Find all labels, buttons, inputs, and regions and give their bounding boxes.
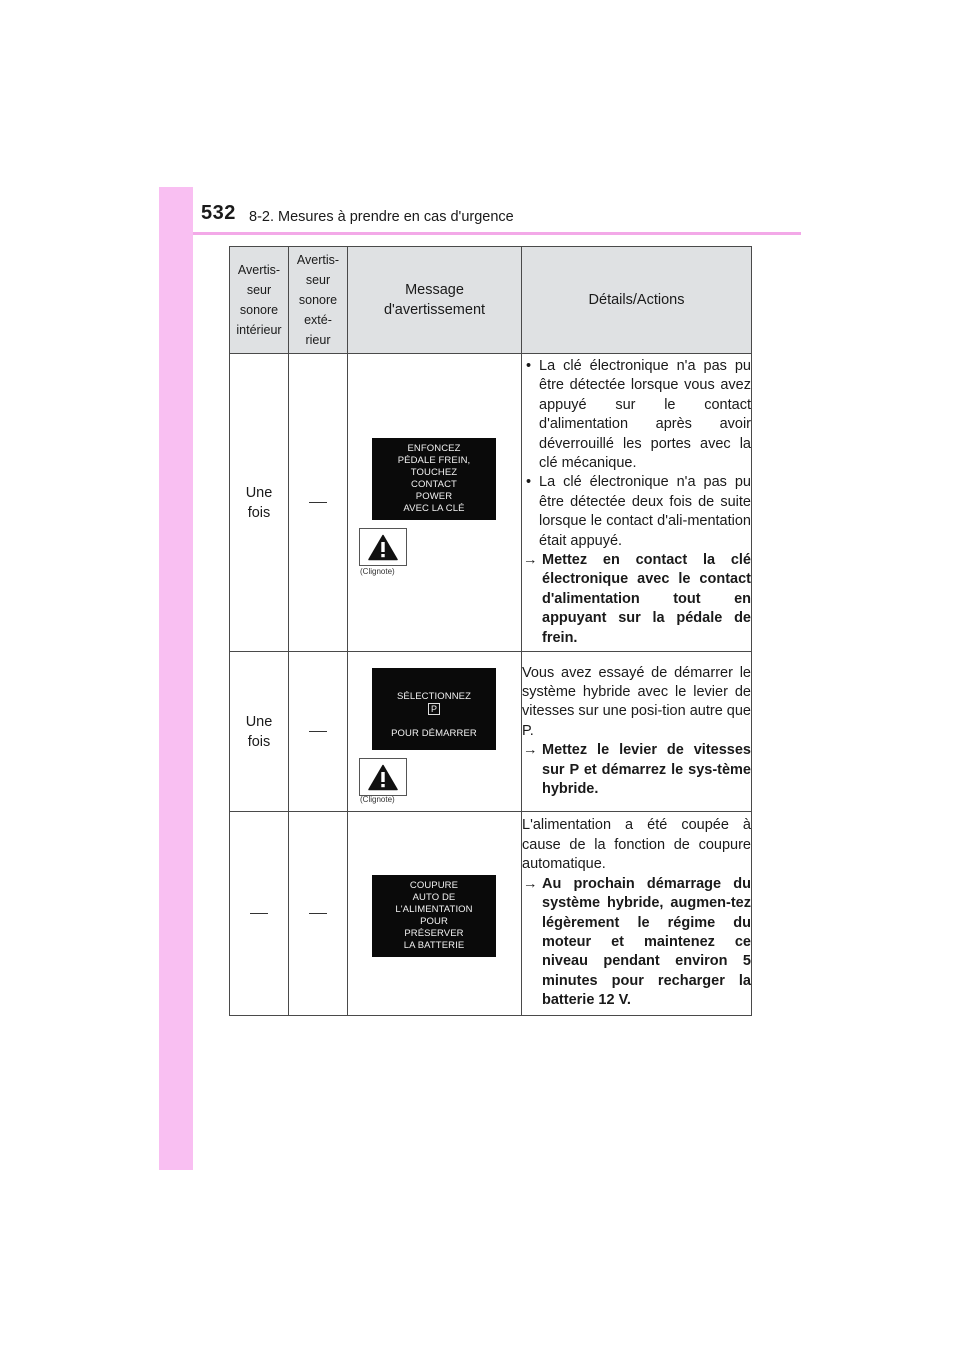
dash-mark <box>309 502 327 503</box>
warning-message-screen: ENFONCEZ PÉDALE FREIN, TOUCHEZ CONTACT POWER AVEC LA CLÉ <box>372 438 496 520</box>
interior-buzzer-cell: Une fois <box>230 652 289 812</box>
header-interior-buzzer: Avertis- seur sonore intérieur <box>230 247 289 354</box>
detail-bullet: • La clé électronique n'a pas pu être détectée deux fois de suite lorsque le contact d'ali-mentation était appuyé. <box>526 474 751 549</box>
exterior-buzzer-cell <box>289 812 348 1016</box>
details-cell <box>522 812 752 1016</box>
action-text: → Au prochain démarrage du système hybride, augmen-tez légèrement le régime du moteur et maintenez ce niveau pendant environ 5 minutes pour recharger la batterie 12 V. <box>523 875 751 1009</box>
warning-triangle-icon <box>368 534 398 561</box>
dash-mark <box>309 913 327 914</box>
dash-mark <box>250 913 268 914</box>
table-row <box>230 652 752 812</box>
dash-mark <box>309 731 327 732</box>
detail-bullet: • La clé électronique n'a pas pu être détectée lorsque vous avez appuyé sur le contact d'alimentation après avoir déverrouillé les portes avec la clé mécanique. <box>526 357 751 471</box>
warning-message-screen: COUPURE AUTO DE L'ALIMENTATION POUR PRÉSERVER LA BATTERIE <box>372 875 496 957</box>
header-exterior-buzzer: Avertis- seur sonore exté- rieur <box>289 247 348 354</box>
message-cell <box>348 652 522 812</box>
table-header-row <box>230 247 752 354</box>
warning-triangle-icon <box>368 764 398 791</box>
action-text: → Mettez le levier de vitesses sur P et démarrez le sys-tème hybride. <box>523 742 751 798</box>
warning-table <box>229 246 752 1016</box>
header-details: Détails/Actions <box>522 247 752 354</box>
details-cell <box>522 652 752 812</box>
message-cell <box>348 812 522 1016</box>
warning-light-box <box>359 528 407 566</box>
table-row <box>230 354 752 652</box>
warning-message-screen: SÉLECTIONNEZ P POUR DÉMARRER <box>372 668 496 750</box>
message-cell <box>348 354 522 652</box>
shift-p-badge: P <box>428 703 440 715</box>
details-cell <box>522 354 752 652</box>
header-message: Message d'avertissement <box>348 247 522 354</box>
detail-text: Vous avez essayé de démarrer le système hybride avec le levier de vitesses sur une posi-tion autre que P. <box>522 664 751 739</box>
table-row <box>230 812 752 1016</box>
chapter-side-band <box>159 187 193 1170</box>
header-rule <box>193 232 801 235</box>
page-number: 532 <box>201 202 236 224</box>
warning-light-box <box>359 758 407 796</box>
exterior-buzzer-cell <box>289 652 348 812</box>
flash-note: (Clignote) <box>360 795 395 804</box>
section-title: 8-2. Mesures à prendre en cas d'urgence <box>249 209 514 225</box>
exterior-buzzer-cell <box>289 354 348 652</box>
interior-buzzer-cell: Une fois <box>230 354 289 652</box>
interior-buzzer-cell <box>230 812 289 1016</box>
flash-note: (Clignote) <box>360 567 395 576</box>
detail-text: L'alimentation a été coupée à cause de la fonction de coupure automatique. <box>522 817 751 873</box>
action-text: → Mettez en contact la clé électronique avec le contact d'alimentation tout en appuyant sur la pédale de frein. <box>523 552 751 646</box>
